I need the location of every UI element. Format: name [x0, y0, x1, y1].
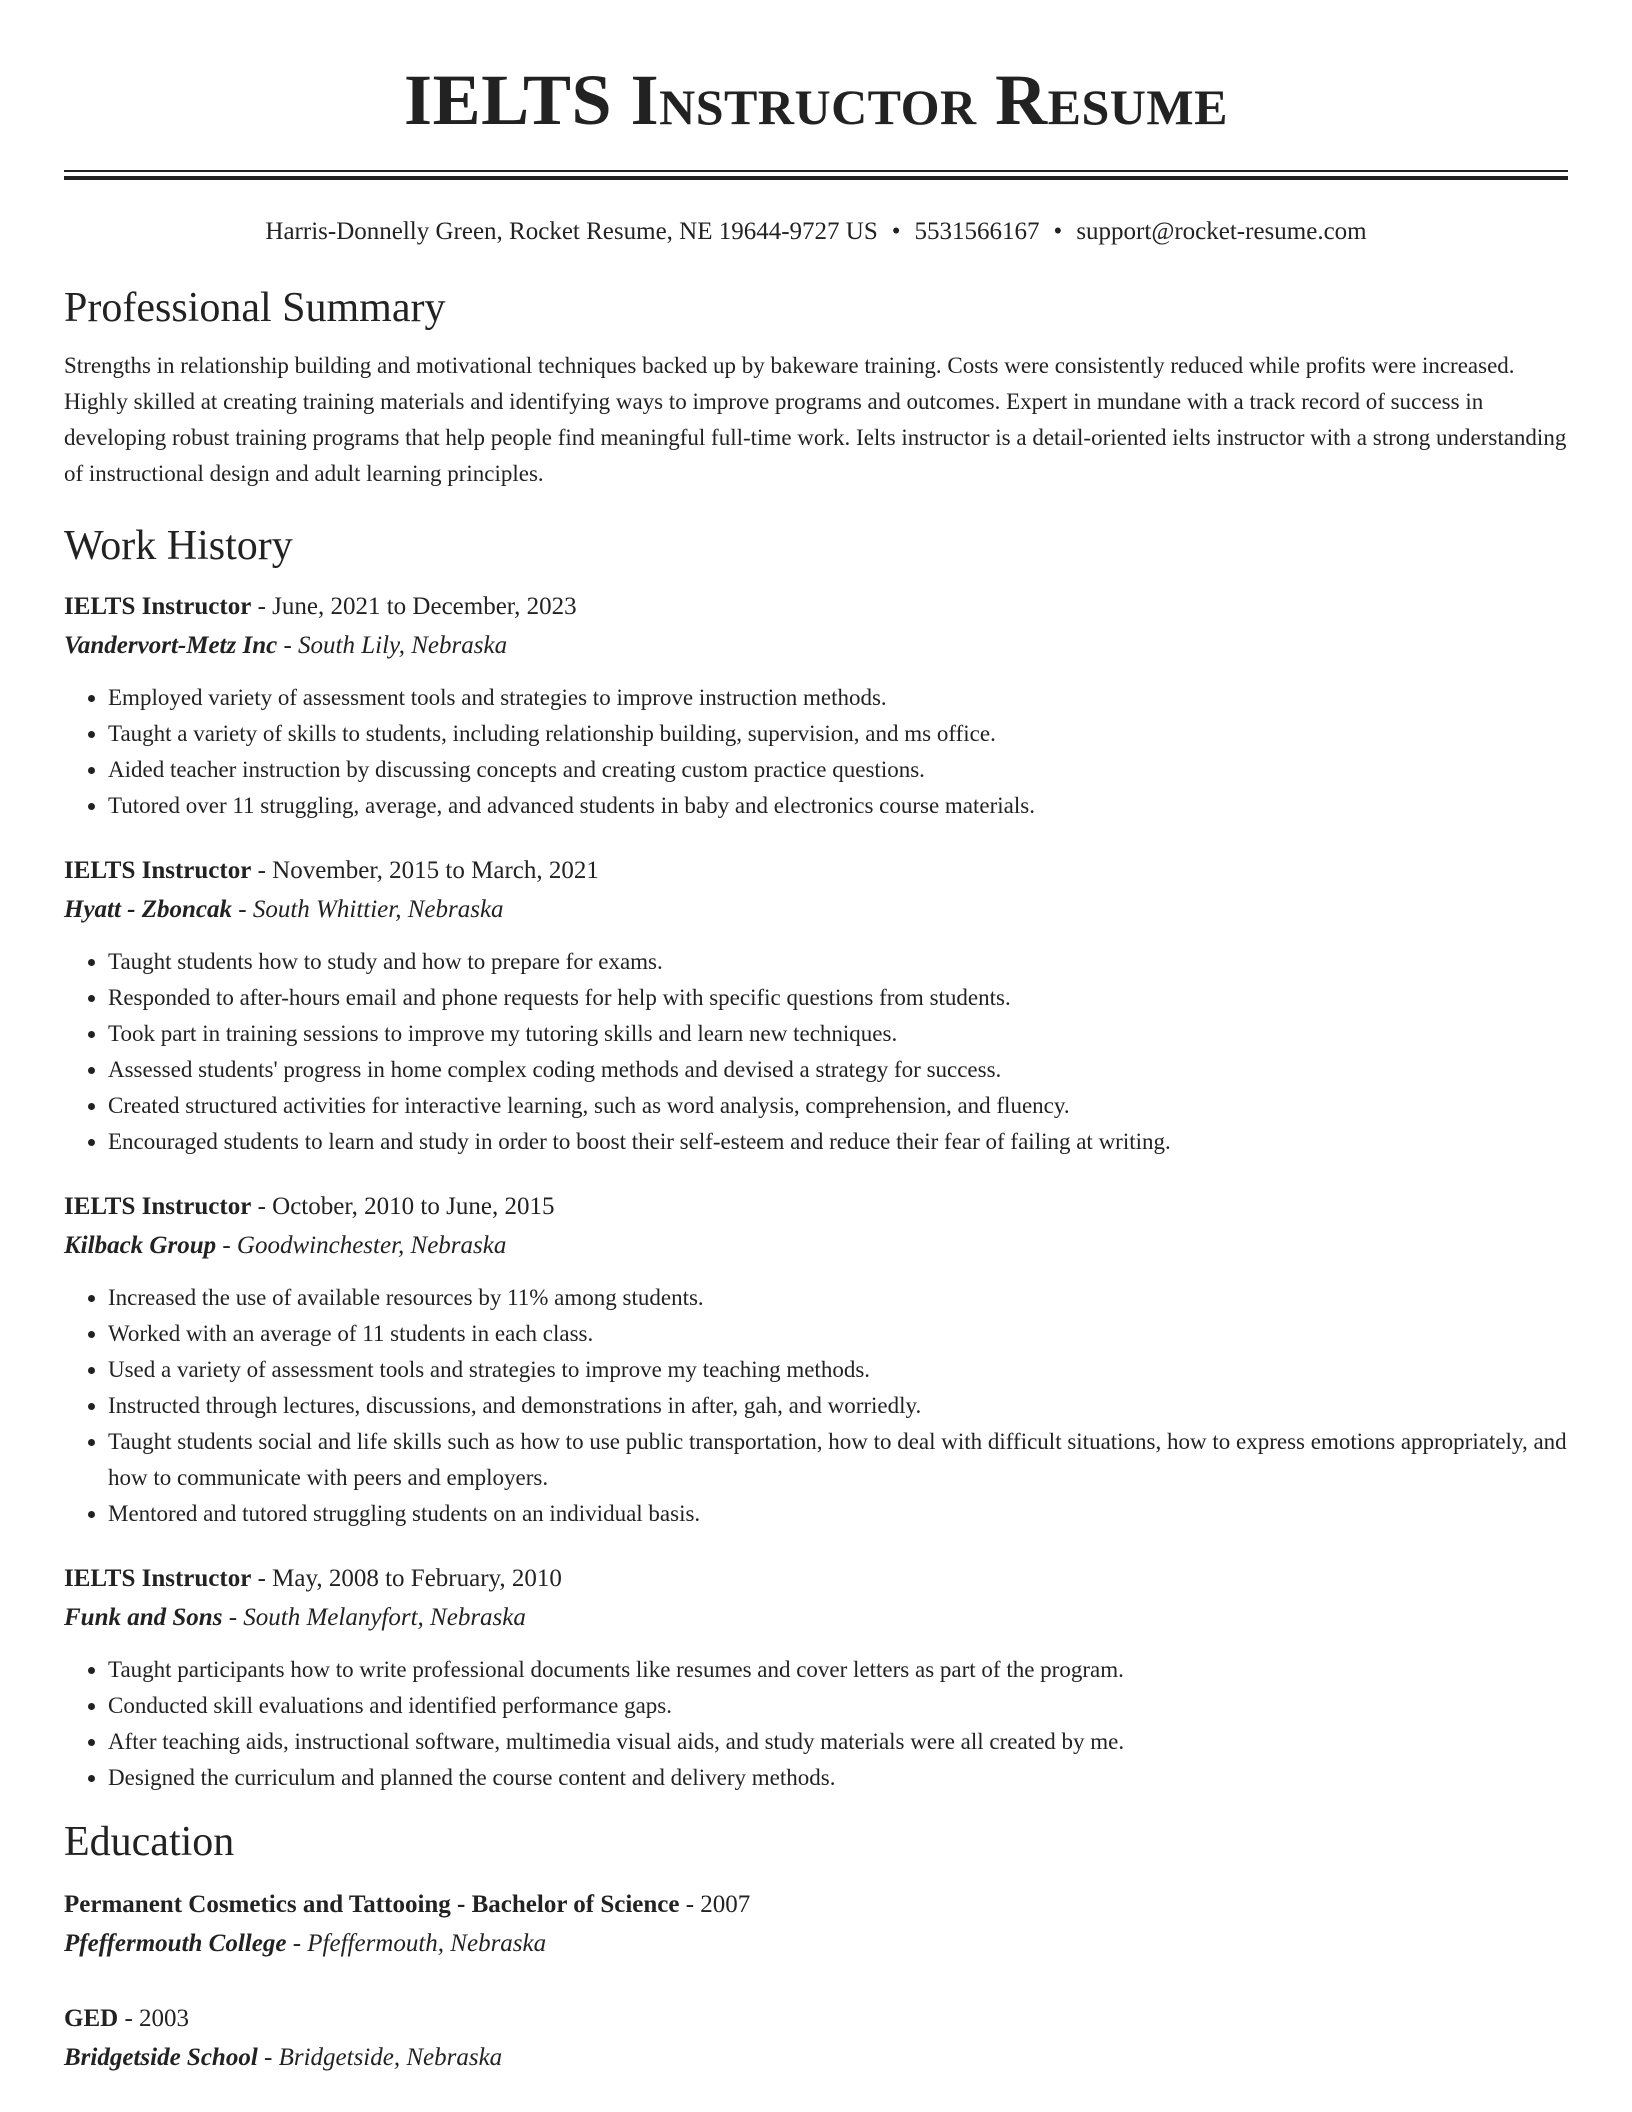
job-bullet: • Taught students how to study and how to prepare for exams.	[108, 944, 1568, 980]
job-company: Hyatt - Zboncak	[64, 896, 233, 923]
education-entry	[64, 1886, 1568, 1964]
job-title-line	[64, 1560, 1568, 1598]
job-bullet: • Encouraged students to learn and study in order to boost their self-esteem and reduce their fear of failing at writing.	[108, 1124, 1568, 1160]
contact-line	[64, 216, 1568, 248]
job-bullet: • Created structured activities for interactive learning, such as word analysis, comprehension, and fluency.	[108, 1088, 1568, 1124]
education-degree: Permanent Cosmetics and Tattooing - Bachelor of Science	[64, 1891, 680, 1918]
job-bullet: • Employed variety of assessment tools and strategies to improve instruction methods.	[108, 680, 1568, 716]
job-bullet: • Took part in training sessions to improve my tutoring skills and learn new techniques.	[108, 1016, 1568, 1052]
education-year: - 2007	[679, 1891, 751, 1918]
job-bullet: • Taught students social and life skills such as how to use public transportation, how to deal with difficult situations, how to express emotions appropriately, and how to communicate with peers and employers.	[108, 1424, 1568, 1496]
education-degree-line	[64, 1886, 1568, 1924]
job-company: Kilback Group	[64, 1232, 217, 1259]
job-bullet: • Worked with an average of 11 students in each class.	[108, 1316, 1568, 1352]
job-bullet: • After teaching aids, instructional software, multimedia visual aids, and study materials were all created by me.	[108, 1724, 1568, 1760]
resume-page	[64, 0, 1568, 2078]
summary-heading: Professional Summary	[64, 285, 446, 331]
education-degree: GED	[64, 2005, 119, 2032]
job-title: IELTS Instructor	[64, 593, 252, 620]
summary-text: Strengths in relationship building and motivational techniques backed up by bakeware training. Costs were consistently reduced while profits were increased. Highly skilled at creating training materials and identifying ways to improve programs and outcomes. Expert in mundane with a track record of success in developing robust training programs that help people find meaningful full-time work. Ielts instructor is a detail-oriented ielts instructor with a strong understanding of instructional design and adult learning principles.	[64, 353, 1567, 486]
job-bullet: • Conducted skill evaluations and identified performance gaps.	[108, 1688, 1568, 1724]
job-title: IELTS Instructor	[64, 1565, 252, 1592]
contact-phone: 5531566167	[914, 218, 1040, 245]
education-heading: Education	[64, 1819, 235, 1865]
job-bullet: • Responded to after-hours email and phone requests for help with specific questions from students.	[108, 980, 1568, 1016]
job-bullet: • Tutored over 11 struggling, average, and advanced students in baby and electronics course materials.	[108, 788, 1568, 824]
job-title-line	[64, 852, 1568, 890]
job-dates: - November, 2015 to March, 2021	[251, 857, 599, 884]
job-bullet: • Mentored and tutored struggling students on an individual basis.	[108, 1496, 1568, 1532]
job-dates: - October, 2010 to June, 2015	[251, 1193, 555, 1220]
job-location: - South Lily, Nebraska	[277, 632, 508, 659]
job-bullet: • Assessed students' progress in home complex coding methods and devised a strategy for success.	[108, 1052, 1568, 1088]
job-bullets	[64, 1280, 1568, 1532]
education-school-line	[64, 2038, 1568, 2078]
contact-separator: •	[1053, 218, 1063, 245]
job-bullets	[64, 944, 1568, 1160]
contact-email: support@rocket-resume.com	[1076, 218, 1367, 245]
job-company-line	[64, 626, 1568, 666]
education-location: - Pfeffermouth, Nebraska	[286, 1930, 547, 1957]
education-year: - 2003	[118, 2005, 190, 2032]
education-school-line	[64, 1924, 1568, 1964]
title-double-rule	[64, 170, 1568, 180]
education-degree-line	[64, 2000, 1568, 2038]
job-location: - South Whittier, Nebraska	[232, 896, 504, 923]
job-title: IELTS Instructor	[64, 1193, 252, 1220]
job-bullets	[64, 680, 1568, 824]
contact-address: Harris-Donnelly Green, Rocket Resume, NE 19644-9727 US	[265, 218, 878, 245]
job-location: - South Melanyfort, Nebraska	[222, 1604, 526, 1631]
job-title-line	[64, 1188, 1568, 1226]
job-dates: - June, 2021 to December, 2023	[251, 593, 577, 620]
work-history-heading: Work History	[64, 523, 293, 569]
job-bullet: • Increased the use of available resources by 11% among students.	[108, 1280, 1568, 1316]
job-company-line	[64, 890, 1568, 930]
job-bullet: • Taught participants how to write professional documents like resumes and cover letters as part of the program.	[108, 1652, 1568, 1688]
contact-separator: •	[891, 218, 901, 245]
job-company-line	[64, 1226, 1568, 1266]
job-bullet: • Taught a variety of skills to students, including relationship building, supervision, and ms office.	[108, 716, 1568, 752]
job-bullets	[64, 1652, 1568, 1796]
education-school: Pfeffermouth College	[64, 1930, 287, 1957]
education-school: Bridgetside School	[64, 2044, 258, 2071]
education-location: - Bridgetside, Nebraska	[257, 2044, 503, 2071]
job-title-line	[64, 588, 1568, 626]
job-location: - Goodwinchester, Nebraska	[216, 1232, 507, 1259]
job-bullet: • Aided teacher instruction by discussing concepts and creating custom practice questions.	[108, 752, 1568, 788]
job-dates: - May, 2008 to February, 2010	[251, 1565, 562, 1592]
job-company: Funk and Sons	[64, 1604, 223, 1631]
job-bullet: • Used a variety of assessment tools and strategies to improve my teaching methods.	[108, 1352, 1568, 1388]
job-bullet: • Designed the curriculum and planned the course content and delivery methods.	[108, 1760, 1568, 1796]
job-entry	[64, 852, 1568, 1160]
job-entry	[64, 1560, 1568, 1796]
job-entry	[64, 588, 1568, 824]
job-company: Vandervort-Metz Inc	[64, 632, 278, 659]
education-entry	[64, 2000, 1568, 2078]
page-title: IELTS Instructor Resume	[404, 60, 1228, 140]
job-bullet: • Instructed through lectures, discussions, and demonstrations in after, gah, and worriedly.	[108, 1388, 1568, 1424]
job-company-line	[64, 1598, 1568, 1638]
job-title: IELTS Instructor	[64, 857, 252, 884]
job-entry	[64, 1188, 1568, 1532]
